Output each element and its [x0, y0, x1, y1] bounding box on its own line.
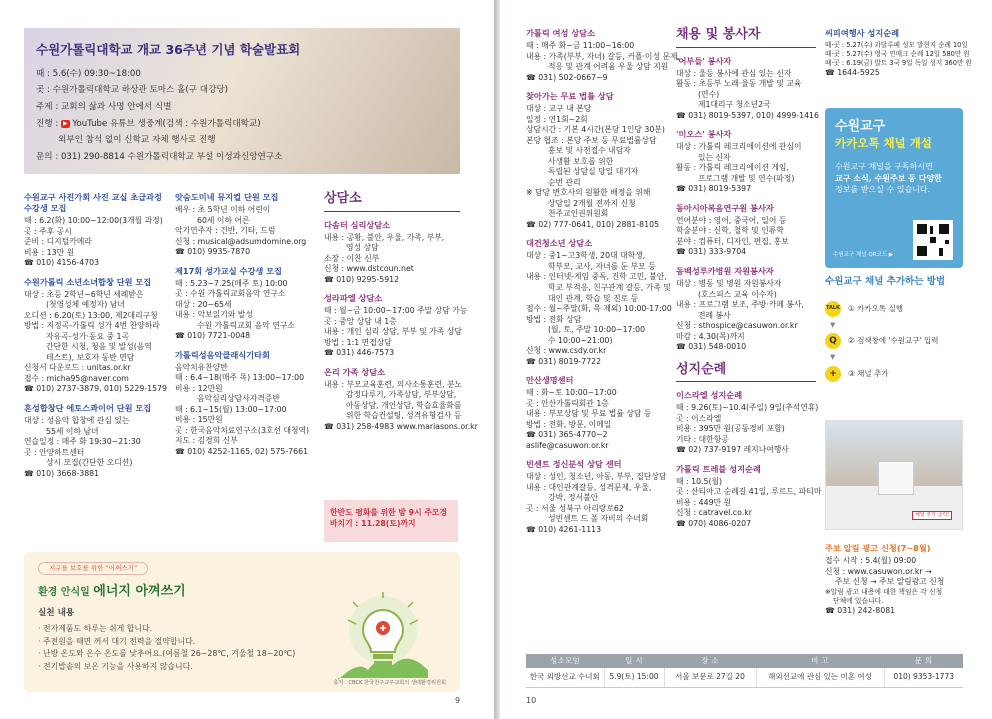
- block-line: 성빈센트 드 폴 자비의 수녀회: [548, 514, 649, 524]
- info-block: [175, 350, 315, 458]
- info-block: [676, 463, 822, 530]
- block-line: 내용 : 인터넷-게임 중독, 진학 고민, 불안,: [526, 272, 667, 282]
- contact-phone: ☎ 010) 9935-7870: [175, 247, 251, 257]
- step-text: ③ 채널 추가: [848, 368, 889, 378]
- block-line: 수원 가톨릭교회 음악 연구소: [197, 320, 295, 330]
- block-line: 학부모, 교사, 자녀를 둔 부모 등: [548, 261, 656, 271]
- info-block: [24, 403, 164, 479]
- block-line: 내용 : 부모상담 및 무료 법률 상담 등: [526, 409, 652, 419]
- block-line: 접수 : micha95@naver.com: [24, 373, 129, 383]
- contact-phone: ☎ 02) 737-9197 레지나여행사: [676, 445, 789, 455]
- block-line: 때 : 6.4~18(매주 목) 13:00~17:00: [175, 373, 305, 383]
- ad-line: 주보 신청 → 주보 알림광고 신청: [835, 577, 945, 587]
- block-line: 위한 학습컨설팅, 성격유형검사 등: [346, 411, 462, 421]
- channel-screenshot: [825, 420, 963, 530]
- block-line: 곳 : 산티아고 순례길 41일, 루르드, 파티마: [676, 487, 822, 497]
- contact-phone: ☎ 031) 8019-5397, 010) 4999-1416: [676, 110, 819, 120]
- info-block: [676, 203, 816, 258]
- block-title: 앗숨도미네 뮤지컬 단원 모집: [175, 192, 279, 202]
- table-cell: 서울 보문로 27길 20: [664, 668, 756, 687]
- banner-contact: 문의 : 031) 290-8814 수원가톨릭대학교 부설 이성과신앙연구소: [36, 151, 283, 162]
- block-line: 대상 : 중1~고3학생, 20대 대학생,: [526, 251, 646, 261]
- info-block: [526, 28, 681, 83]
- cp-travel-line: 때·곳 : 5.27(수) 과달루페 성모 발현지 순례 10일: [825, 41, 968, 50]
- kakao-channel-box: [825, 108, 963, 268]
- left-column-1: [24, 192, 167, 487]
- left-column-3: [324, 190, 478, 440]
- contact-phone: ☎ 031) 365-4770~2: [526, 430, 608, 440]
- block-line: 연습일정 : 매주 화 19:30~21:30: [24, 437, 141, 447]
- block-line: aslife@casuwon.or.kr: [526, 440, 609, 450]
- notice-line: 바치기 : 11.28(토)까지: [330, 518, 416, 528]
- page-number: 10: [526, 696, 537, 706]
- block-line: 곳 : 안산가톨릭회관 1층: [526, 398, 609, 408]
- block-line: 배우 : 초 5학년 이하 어린이: [175, 205, 271, 215]
- channel-logo-icon: [878, 461, 914, 495]
- block-line: 신청 : www.dstcoun.net: [324, 264, 414, 274]
- block-title: 혼성합창단 에토스콰이어 단원 모집: [24, 402, 152, 413]
- block-title: 수원가톨릭 소년소녀합창 단원 모집: [24, 276, 152, 287]
- info-block: [676, 266, 816, 353]
- left-page: [0, 0, 494, 719]
- notice-line: 한반도 평화를 위한 밤 9시 주모경: [330, 508, 447, 517]
- block-line: 60세 이하 어른: [197, 215, 250, 225]
- block-line: 자유곡-성가·동요 중 1곡: [46, 331, 129, 341]
- block-line: (호스피스 교육 이수자): [698, 289, 777, 299]
- vocation-table: [526, 654, 963, 688]
- banner-youtube-text: YouTube 유튜브 생중계(검색 : 수원가톨릭대학교): [72, 118, 261, 129]
- block-line: 대인 관계, 학습 및 진로 등: [548, 293, 639, 303]
- info-block: [175, 266, 315, 342]
- block-title: 가톨릭 트레블 성지순례: [676, 463, 761, 474]
- contact-phone: ☎ 031) 8019-5397: [676, 184, 752, 194]
- block-title: 동백성루카병원 자원봉사자: [676, 265, 774, 276]
- block-line: 적응 및 관계 어려움 우울 상담 지원: [548, 62, 669, 72]
- block-title: 빈센트 정신분석 상담 센터: [526, 459, 622, 470]
- kakao-body: 정보를 받으실 수 있습니다.: [835, 185, 931, 195]
- table-header: 일 시: [604, 654, 664, 668]
- banner-youtube-line: [36, 119, 448, 131]
- energy-item: · 난방 온도와 온수 온도를 낮추어요.(여름철 26~28℃, 겨울철 18~20℃): [38, 649, 296, 659]
- energy-item: · 주전원을 때면 꺼서 대기 전력을 절약합니다.: [38, 636, 196, 646]
- block-line: 아동상담, 개인상담, 학습효율화를: [346, 400, 462, 410]
- block-line: 대상 : 울등 봉사에 관심 있는 신자: [676, 68, 792, 78]
- block-line: 학교 부적응, 친구관계 갈등, 가족 및: [548, 282, 671, 292]
- table-header: 성소모임: [526, 654, 604, 668]
- block-line: 55세 이하 남녀: [46, 426, 99, 436]
- banner-lead: 진행 :: [36, 118, 59, 129]
- block-title: 성라파엘 상담소: [324, 293, 383, 304]
- ad-request-block: [825, 543, 963, 616]
- block-line: (첫영성체 예정자) 남녀: [46, 300, 125, 310]
- banner-line: 외부인 참석 없이 신학교 자체 행사로 진행: [58, 135, 216, 146]
- block-line: 대상 : 20~65세: [175, 299, 232, 309]
- contact-phone: ☎ 031) 333-9704: [676, 247, 747, 257]
- block-line: 때 : 월~금 10:00~17:00 주말 상담 가능: [324, 306, 468, 316]
- banner-line: 때 : 5.6(수) 09:30~18:00: [36, 68, 141, 79]
- block-line: 방법 : 전화, 방문, 이메일: [526, 419, 612, 429]
- block-line: 때 : 화~토 10:00~17:00: [526, 388, 617, 398]
- block-line: 때 : 9.26(토)~10.4(주일) 9일(추석연휴): [676, 403, 819, 413]
- block-line: 내용 : 공황, 불안, 우울, 가족, 부부,: [324, 232, 445, 242]
- energy-subtitle: 실천 내용: [38, 608, 75, 619]
- contact-phone: ☎ 010) 4261-1113: [526, 524, 602, 534]
- energy-title-b: 에너지 아껴쓰기: [93, 583, 186, 599]
- energy-item: · 전기밥솥의 보온 기능을 사용하지 않습니다.: [38, 661, 193, 671]
- block-line: 프로그램 개발 및 연수(파정): [698, 173, 795, 183]
- block-line: 접수 : 월~주말(화, 목 제외) 10:00-17:00: [526, 304, 672, 314]
- section-title-jobs: 채용 및 봉사자: [676, 26, 816, 48]
- info-block: [676, 129, 816, 195]
- youtube-icon: ▶: [62, 119, 68, 127]
- info-block: [175, 192, 315, 258]
- arrow-down-icon: ▼: [830, 353, 836, 362]
- block-line: 분야 : 컴퓨터, 디자인, 편집, 홍보: [676, 236, 789, 246]
- contact-phone: ☎ 010) 3668-3881: [24, 468, 100, 478]
- block-line: 때 : 매주 화~금 11:00~16:00: [526, 41, 635, 51]
- block-line: 활동 : 가톨릭 레크리에이션 게임,: [676, 163, 789, 173]
- contact-phone: ☎ 010) 9295-5912: [324, 274, 400, 284]
- block-line: (월, 토, 주말 10:00~17:00: [548, 325, 646, 335]
- block-line: 학술분야 : 신학, 철학 및 인류학: [676, 226, 784, 236]
- block-line: 언어분야 : 영어, 중국어, 일어 등: [676, 215, 787, 225]
- block-line: 지도 : 김경희 신부: [175, 436, 238, 446]
- block-title: 다솜터 심리상담소: [324, 219, 391, 230]
- right-column-3: [825, 28, 972, 78]
- contact-phone: ☎ 031) 502-0667~9: [526, 72, 608, 82]
- block-title: 수원교구 사진가회 사진 교실 초급과정 수강생 모집: [24, 192, 162, 214]
- block-title: 동아시아복음연구원 봉사자: [676, 202, 774, 213]
- block-title: 대건청소년 상담소: [526, 238, 593, 249]
- right-column-1: [526, 28, 681, 543]
- block-title: 찾아가는 무료 법률 상담: [526, 91, 614, 102]
- contact-phone: ☎ 070) 4086-0207: [676, 518, 752, 528]
- block-title: 안산생명센터: [526, 375, 574, 386]
- info-block: [324, 293, 468, 359]
- block-line: 순번 관리: [548, 177, 581, 187]
- block-title: 가톨릭성음악클래식기타회: [175, 349, 270, 360]
- block-line: 일정 : 연1회~2회: [526, 114, 588, 124]
- cp-travel-title: 씨피여행사 성지순례: [825, 28, 900, 38]
- contact-phone: ☎ 031) 446-7573: [324, 348, 395, 358]
- block-line: 간단한 시청, 청음 및 발성(음역: [46, 342, 152, 352]
- block-line: 곳 : 서울 성북구 아리랑로62: [526, 503, 624, 513]
- info-block: [526, 238, 676, 367]
- arrow-down-icon: ▼: [830, 320, 836, 329]
- table-cell: 해외선교에 관심 있는 미혼 여성: [756, 668, 884, 687]
- ad-line: 단체에 있습니다.: [833, 596, 884, 605]
- contact-phone: ☎ 031) 258-4983 www.mariasons.or.kr: [324, 421, 478, 431]
- table-header: 장 소: [664, 654, 756, 668]
- energy-title-a: 환경 안식일: [38, 586, 94, 598]
- block-line: 대상 : 가톨릭 레크리에이션에 관심이: [676, 142, 802, 152]
- step-item: [825, 333, 963, 349]
- block-line: 소장 : 이찬 신부: [324, 253, 380, 263]
- block-line: 있는 신자: [698, 152, 731, 162]
- block-line: 곳 : 주후 공시: [24, 226, 72, 236]
- cp-travel-line: 때·곳 : 5.27(수) 영국 인매크 순례 12일 580만 원: [825, 49, 970, 58]
- block-line: 내용 : 부모교육훈련, 의사소통훈련, 분노: [324, 379, 463, 389]
- block-line: 상담일 2개월 전까지 신청: [548, 198, 636, 208]
- info-block: [526, 91, 676, 230]
- block-line: 음악심리상담사자격증반: [197, 394, 280, 404]
- info-block: [676, 390, 819, 456]
- block-line: 신청 : musical@adsumdomine.org: [175, 236, 307, 246]
- block-line: 음악치유찬양반: [175, 362, 228, 372]
- energy-item: · 전자제품도 하루는 쉬게 합니다.: [38, 623, 153, 633]
- block-line: 기타 : 대한항공: [676, 434, 729, 444]
- cp-travel-line: ☎ 1644-5925: [825, 67, 880, 77]
- table-header: 비 고: [756, 654, 884, 668]
- info-block: [676, 55, 819, 122]
- kakao-body: 수원교구 채널을 구독하시면: [835, 162, 933, 172]
- block-line: 사생활 보호를 위한: [548, 156, 614, 166]
- block-line: 감정다루기, 가족상담, 부부상담,: [346, 390, 457, 400]
- contact-phone: ☎ 010) 4156-4703: [24, 258, 100, 268]
- block-line: 본당 협조 : 본당 주보 등 무료법률상담: [526, 135, 657, 145]
- peace-prayer-notice: [324, 500, 458, 542]
- block-line: 강박, 정서불안: [548, 493, 599, 503]
- block-line: 대상 : 성음악 합창에 관심 있는: [24, 415, 130, 425]
- table-row: [526, 668, 963, 687]
- table-header-row: [526, 654, 963, 668]
- step-text: ② 검색창에 '수원교구' 입력: [848, 336, 939, 346]
- block-line: 대상 : 병동 및 병원 자원봉사자: [676, 279, 782, 289]
- info-block: [526, 459, 676, 535]
- block-line: 비용 : 15만원: [175, 415, 223, 425]
- block-line: 제1대리구 청소년2국: [698, 100, 771, 110]
- block-line: 비용 : 12만원: [175, 383, 223, 393]
- qr-code-icon[interactable]: [913, 220, 953, 260]
- info-block: [24, 276, 167, 395]
- block-line: 신청 : sthospice@casuwon.or.kr: [676, 321, 798, 331]
- block-line: 때 : 6.2(화) 10:00~12:00(3개월 과정): [24, 216, 163, 226]
- banner-line: 곳 : 수원가톨릭대학교 하상관 토마스 홀(구 대강당): [36, 85, 229, 96]
- block-title: '미오스' 봉사자: [676, 129, 732, 140]
- block-line: 방법 : 1:1 면접상담: [324, 337, 392, 347]
- block-title: 온리 가족 상담소: [324, 366, 386, 377]
- block-line: 신청 : www.csdy.or.kr: [526, 346, 607, 356]
- ad-title: 주보 알림 광고 신청(7~8월): [825, 543, 931, 553]
- block-line: 때 : 6.1~15(월) 13:00~17:00: [175, 404, 287, 414]
- block-line: (연수): [698, 89, 720, 99]
- block-line: 전례 봉사: [698, 310, 731, 320]
- banner-line: 주제 : 교회의 삶과 사명 안에서 식별: [36, 102, 172, 113]
- block-line: 수 10:00~21:00): [548, 335, 613, 345]
- block-line: 천주교인권위원회: [548, 209, 609, 219]
- steps-title: 수원교구 채널 추가하는 방법: [825, 276, 946, 287]
- block-line: 상시 모집(간단한 오디션): [46, 458, 133, 468]
- block-line: 마감 : 4.30(목)까지: [676, 331, 745, 341]
- step-text: ① 카카오톡 실행: [848, 303, 903, 313]
- block-line: 상담시간 : 기본 4시간(본당 1인당 30분): [526, 125, 665, 135]
- kakaotalk-icon: TALK: [825, 301, 841, 317]
- block-line: 오디션 : 6.20(토) 13:00, 제2대리구청: [24, 310, 158, 320]
- block-line: 내용 : 프로그램 보조, 주방·카페 봉사,: [676, 300, 804, 310]
- section-title-counsel: 상담소: [324, 190, 460, 212]
- block-line: 곳 : 이스라엘: [676, 413, 722, 423]
- block-line: 활동 : 초등부 노래·율동 개발 및 교육: [676, 79, 802, 89]
- contact-phone: ☎ 010) 4252-1165, 02) 575-7661: [175, 446, 309, 456]
- block-line: 내용 : 가족(부부, 자녀) 갈등, 커플·이성 문제,: [526, 51, 681, 61]
- block-line: 내용 : 개인 심리 상담, 부부 및 가족 상담: [324, 327, 462, 337]
- block-line: 신청 : catravel.co.kr: [676, 508, 752, 518]
- channel-steps: [825, 276, 963, 391]
- block-line: 방법 : 전화 상담: [526, 314, 582, 324]
- block-line: 방법 : 지정곡-가톨릭 성가 4번 찬양하라: [24, 321, 160, 331]
- ad-line: 신청 : www.casuwon.or.kr →: [825, 566, 932, 576]
- left-column-2: [175, 192, 315, 466]
- block-line: 비용 : 13만 원: [24, 247, 75, 257]
- block-line: 대상 : 초등 2학년~6학년 세례받은: [24, 289, 144, 299]
- page-number: 9: [455, 696, 461, 706]
- block-line: 대상 : 성인, 청소년, 아동, 부부, 집단상담: [526, 472, 667, 482]
- block-line: 악기연주자 : 건반, 기타, 드럼: [175, 226, 276, 236]
- right-column-2: [676, 26, 822, 537]
- lightbulb-icon: [328, 590, 438, 688]
- section-title-pilgrimage: 성지순례: [676, 361, 816, 383]
- block-line: 독립된 상담실 당일 대기자: [548, 167, 639, 177]
- block-line: 대상 : 교구 내 본당: [526, 104, 592, 114]
- right-page: [500, 0, 992, 719]
- energy-saving-box: [24, 552, 460, 692]
- contact-phone: ☎ 010) 2737-3879, 010) 5229-1579: [24, 384, 167, 394]
- cp-travel-line: 때·곳 : 6.19(금) 발트 3국 9일 독일 성지 360만 원: [825, 58, 972, 67]
- info-block: [526, 375, 676, 451]
- block-line: 내용 : 대인관계갈등, 성격문제, 우울,: [526, 482, 652, 492]
- block-line: 내용 : 악보읽기와 발성: [175, 310, 253, 320]
- kakao-subtitle: 카카오톡 채널 개설: [835, 135, 932, 150]
- ad-line: ※알림 광고 내용에 대한 책임은 각 신청: [825, 587, 943, 596]
- block-line: 준비 : 디지털카메라: [24, 237, 92, 247]
- block-title: 이스라엘 성지순례: [676, 390, 743, 401]
- kakao-title: 수원교구: [835, 119, 886, 134]
- step-item: [825, 301, 963, 317]
- contact-phone: ☎ 031) 8019-7722: [526, 356, 602, 366]
- block-line: 곳 : 중앙 상담 내 1층: [324, 316, 397, 326]
- table-cell: 5.9(토) 15:00: [604, 668, 664, 687]
- block-title: '어부들' 봉사자: [676, 55, 732, 66]
- qr-caption: 수원교구 채널 QR코드 ▶: [833, 252, 894, 258]
- block-line: 신청서 다운로드 : unitas.or.kr: [24, 363, 131, 373]
- contact-phone: ☎ 031) 548-0010: [676, 342, 747, 352]
- table-header: 문 의: [884, 654, 963, 668]
- contact-phone: ☎ 02) 777-0641, 010) 2881-8105: [526, 219, 660, 229]
- block-line: ※ 담당 변호사의 원활한 배정을 위해: [526, 188, 651, 198]
- block-line: 테스트), 보호자 동반 면담: [46, 352, 135, 362]
- table-cell: 010) 9353-1773: [884, 668, 963, 687]
- kakao-body: 교구 소식, 수원주보 등 다양한: [835, 173, 942, 183]
- info-block: [324, 366, 478, 433]
- block-title: 제17회 성가교실 수강생 모집: [175, 265, 282, 276]
- search-icon: Q: [825, 333, 841, 349]
- block-line: 때 : 5.23~7.25(매주 토) 10:00: [175, 278, 288, 288]
- table-cell: 한국 외방선교 수녀회: [526, 668, 604, 687]
- contact-phone: ☎ 010) 7721-0048: [175, 331, 251, 341]
- plus-icon: +: [825, 366, 841, 382]
- channel-add-label: 채널 추가 클릭!: [912, 511, 952, 520]
- block-title: 가톨릭 여성 상담소: [526, 28, 595, 38]
- info-block: [324, 220, 460, 286]
- block-line: 영성 상담: [346, 243, 379, 253]
- block-line: 때 : 10.5(월): [676, 476, 723, 486]
- block-line: 비용 : 449만 원: [676, 497, 732, 507]
- energy-tag: 지구를 보호를 위한 “어쩌스기”: [38, 562, 148, 575]
- banner-title: 수원가톨릭대학교 개교 36주년 기념 학술발표회: [36, 42, 301, 57]
- step-item: [825, 366, 963, 382]
- info-block: [24, 192, 164, 269]
- block-line: 곳 : 안양하트센터: [24, 447, 85, 457]
- block-line: 홍보 및 사전접수 내담자: [548, 146, 631, 156]
- block-line: 비용 : 395만 원(공동경비 포함): [676, 424, 785, 434]
- block-line: 곳 : 수원 가톨릭교회음악 연구소: [175, 289, 286, 299]
- energy-credit: 출처 : CBCK 한국천주교주교회의 생태환경위원회: [333, 679, 446, 686]
- ad-line: 접수 시작 : 5.4(월) 09:00: [825, 556, 917, 566]
- lecture-banner: [24, 28, 460, 174]
- block-line: 곳 : 한국음악치료연구소(3호선 대청역): [175, 425, 310, 435]
- ad-line: ☎ 031) 242-8081: [825, 605, 896, 615]
